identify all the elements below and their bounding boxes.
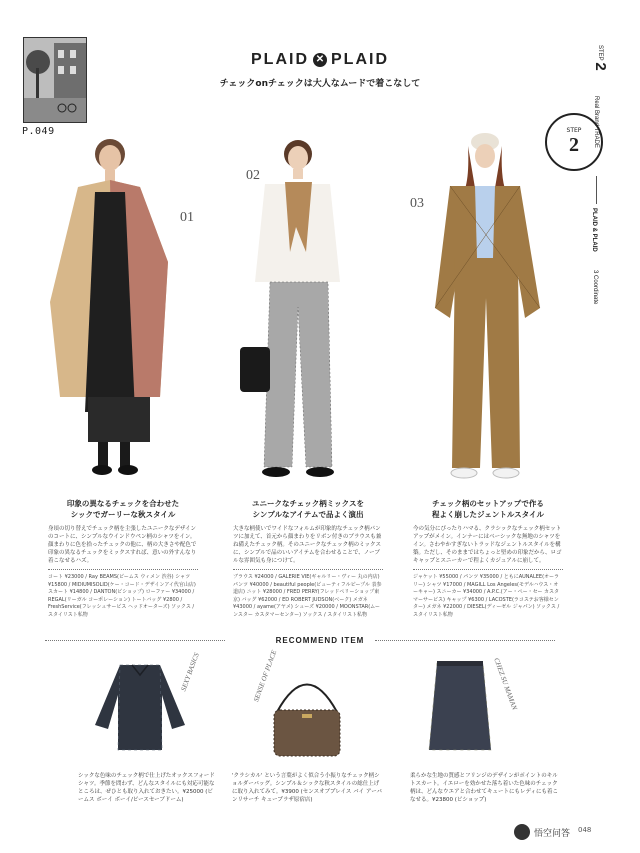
item-hand-label-3: CHEZ SU MAMAN: [492, 656, 519, 712]
model-photo-02: [240, 132, 355, 487]
look-caption-03: チェック柄のセットアップで作る 程よく崩したジェントルスタイル 今の気分にぴったりハマる、クラシックなチェック柄セットアップがメイン。インナーにはベーシックな無地のシャツをイン。さわやかすぎないトラッドなジェントルスタイルを構築。ただし、そのままではちょっと堅めの印象だから、ロゴキャップとスニーカーで程よくカジュアルに崩して。 ジャケット ¥55000 / パンツ ¥35000 / ともにAUNALEE(オーラリー) シャツ ¥17000 / MAGILL Los Angeles(モデルハウス・オーキャー) スニーカー ¥34000 / A.P.C.(アー・ペー・セー カスタマーサービス) キャップ ¥6300 / LACOSTE(ラコステお客様センター) メガネ ¥22000 / DIESEL(ディーゼル ジャパン) ソックス / スタイリスト私物: [413, 499, 562, 618]
model-photo-01: [40, 132, 185, 487]
step-badge: STEP 2: [545, 113, 603, 171]
item-photo-bag: [262, 662, 352, 762]
item-hand-label-2: SENSE OF PLACE: [252, 649, 279, 703]
page-title: [0, 51, 640, 69]
divider: [413, 569, 563, 570]
recommend-title: RECOMMEND ITEM: [275, 636, 365, 645]
title-left: PLAID: [251, 51, 309, 68]
title-right: PLAID: [331, 51, 389, 68]
item-photo-skirt: [425, 655, 495, 755]
look-number-01: 01: [180, 210, 194, 225]
item-photo-shirt: [90, 655, 190, 755]
look-credits-02: ブラウス ¥24000 / GALERIE VIE(ギャルリー・ヴィー 丸の内店) パンツ ¥40000 / beautiful people(ビューティフルピープル 表参道店) ニット ¥28000 / FRED PERRY(フレッドペリーショップ東京) バッグ ¥62000 / ED ROBERT JUDSON(ベーク) メガネ ¥43000 / ayame(アヤメ) シューズ ¥20000 / MOONSTAR(ムーンスター カスタマーセンター) ソックス / スタイリスト私物: [233, 574, 382, 618]
page-reference: P.049: [22, 126, 55, 137]
look-credits-01: コート ¥23000 / Ray BEAMS(ビームス ウィメン 渋谷) シャツ ¥15800 / MIDIUMISOLID(ケー・コード・デザインアイ代官山店) スカート ¥14800 / DANTON(ビショップ) ローファー ¥34000 / REGAL(リーガル コーポレーション) トートバッグ ¥2800 / FreshService(フレッシュサービス ヘッドオーターズ) ソックス / スタイリスト私物: [48, 574, 196, 618]
model-photo-03: [430, 128, 550, 488]
side-divider: [596, 176, 597, 204]
item-text-shirt: シックな色味のチェック柄で仕上げたオックスフォードシャツ。季節を問わず、どんなスタイルにも対応可能なところは、ぜひとも取り入れておきたい。¥25000 (ビームス ボーイ ボーイ/ピースセーブドーム): [78, 773, 215, 803]
item-text-bag: 'クラシカル' という言葉がよく似合う小振りなチェック柄ショルダーバッグ。シンプル＆シックな秋スタイルの総仕上げに取り入れてみて。¥3900 (センスオブプレイス バイ アーバンリサーチ キュープラザ原宿店): [232, 773, 382, 803]
look-body-03: 今の気分にぴったりハマる、クラシックなチェック柄セットアップがメイン。インナーにはベーシックな無地のシャツをイン。さわやかすぎないトラッドなジェントルスタイルを構築。ただし、そのままではちょっと堅めの印象だから、ロゴキャップとスニーカーで程よくカジュアルに崩して。: [413, 526, 562, 564]
side-step-label: STEP 2: [592, 45, 609, 71]
side-coordinate-count: 3 Coordinate: [592, 270, 598, 305]
side-running-text: Real Brand TRADE: [593, 96, 599, 148]
item-text-skirt: 柔らかな生地の質感とフリンジのデザインがポイントのキルトスカート。イエローを効かせた落ち着いた色味のチェック柄は、どんなウエアと合わせてキュートにもレディにも着こなせる。¥23800 (ビショップ): [410, 773, 559, 803]
look-credits-03: ジャケット ¥55000 / パンツ ¥35000 / ともにAUNALEE(オーラリー) シャツ ¥17000 / MAGILL Los Angeles(モデルハウス・オーキャー) スニーカー ¥34000 / A.P.C.(アー・ペー・セー カスタマーサービス) キャップ ¥6300 / LACOSTE(ラコステお客様センター) メガネ ¥22000 / DIESEL(ディーゼル ジャパン) ソックス / スタイリスト私物: [413, 574, 560, 618]
page-number: 048: [578, 826, 592, 834]
side-plaid-label: PLAID & PLAID: [591, 208, 597, 252]
look-caption-02: ユニークなチェック柄ミックスを シンプルなアイテムで品よく演出 大きな柄使いでワイドなフォルムが印象的なチェック柄パンツに加えて、首元から顔まわりをリボン付きのブラウスも兼ね備えたチェック柄。そのユニークなチェック柄のミックスに、シンプルで品のいいアイテムを合わせることで、ノーブルな雰囲気も身につけて。 ブラウス ¥24000 / GALERIE VIE(ギャルリー・ヴィー 丸の内店) パンツ ¥40000 / beautiful people(ビューティフルピープル 表参道店) ニット ¥28000 / FRED PERRY(フレッドペリーショップ東京) バッグ ¥62000 / ED ROBERT JUDSON(ベーク) メガネ ¥43000 / ayame(アヤメ) シューズ ¥20000 / MOONSTAR(ムーンスター カスタマーセンター) ソックス / スタイリスト私物: [233, 499, 382, 618]
look-number-02: 02: [246, 168, 260, 183]
divider: [48, 569, 198, 570]
cross-circle-icon: ✕: [313, 53, 327, 67]
look-body-01: 身頃の切り替えでチェック柄を主張したユニークなデザインのコートに、シンプルなウインドウペン柄のシャツをイン。顔まわりに色を拾ったチェックの他に、柄の大きさや配色で印象の異なるチェックをミックスすれば、意いの外すんなり着こなせるハズ。: [48, 526, 197, 564]
divider: [233, 569, 383, 570]
item-hand-label-1: SEXY BASICS: [179, 651, 201, 693]
watermark-logo-icon: [514, 824, 530, 840]
page-subtitle: チェックonチェックは大人なムードで着こなして: [219, 79, 421, 89]
look-body-02: 大きな柄使いでワイドなフォルムが印象的なチェック柄パンツに加えて、首元から顔まわりをリボン付きのブラウスも兼ね備えたチェック柄。そのユニークなチェック柄のミックスに、シンプルで品のいいアイテムを合わせることで、ノーブルな雰囲気も身につけて。: [233, 526, 382, 564]
look-number-03: 03: [410, 196, 424, 211]
look-caption-01: 印象の異なるチェックを合わせた シックでガーリーな秋スタイル 身頃の切り替えでチェック柄を主張したユニークなデザインのコートに、シンプルなウインドウペン柄のシャツをイン。顔まわりに色を拾ったチェックの他に、柄の大きさや配色で印象の異なるチェックをミックスすれば、意いの外すんなり着こなせるハズ。 コート ¥23000 / Ray BEAMS(ビームス ウィメン 渋谷) シャツ ¥15800 / MIDIUMISOLID(ケー・コード・デザインアイ代官山店) スカート ¥14800 / DANTON(ビショップ) ローファー ¥34000 / REGAL(リーガル コーポレーション) トートバッグ ¥2800 / FreshService(フレッシュサービス ヘッドオーターズ) ソックス / スタイリスト私物: [48, 499, 197, 618]
watermark: 悟空问答: [510, 822, 574, 842]
